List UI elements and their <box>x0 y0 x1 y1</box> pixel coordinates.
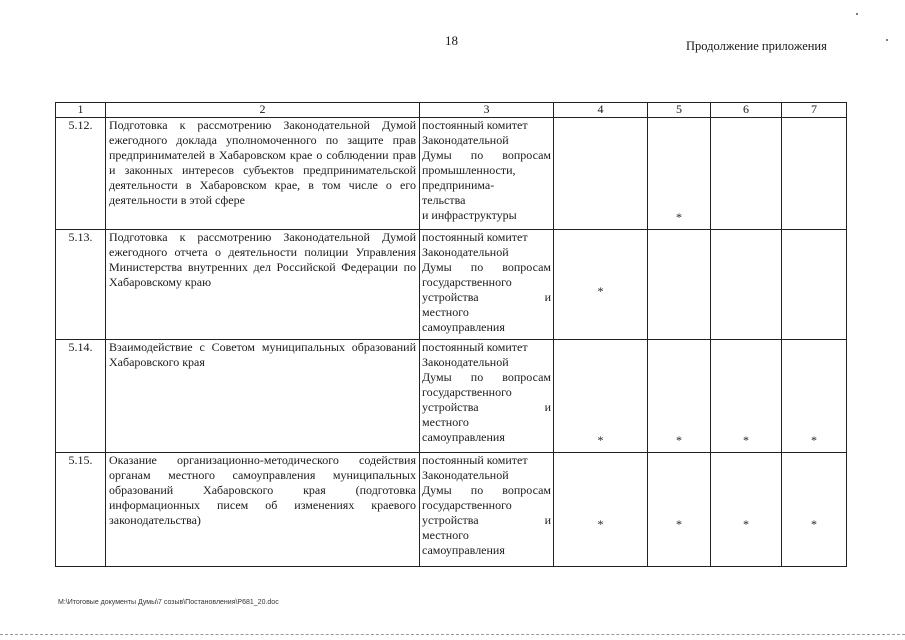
column-header: 4 <box>554 103 648 118</box>
schedule-mark: * <box>782 340 847 453</box>
schedule-mark: * <box>554 340 648 453</box>
table-row <box>56 340 847 453</box>
responsible-line: Думы по вопросам <box>422 148 551 162</box>
responsible-line: постоянный комитет <box>422 230 528 244</box>
responsible-line: постоянный комитет <box>422 118 528 132</box>
responsible-line: государственного <box>422 275 512 289</box>
table-row <box>56 453 847 567</box>
responsible-line: и инфраструктуры <box>422 208 517 222</box>
responsible-committee <box>420 230 554 340</box>
responsible-line: Законодательной <box>422 133 509 147</box>
responsible-line: постоянный комитет <box>422 340 528 354</box>
schedule-mark <box>782 230 847 340</box>
column-header: 6 <box>711 103 782 118</box>
responsible-committee <box>420 118 554 230</box>
responsible-line: местного <box>422 528 469 542</box>
responsible-line: самоуправления <box>422 430 505 444</box>
responsible-line: Думы по вопросам <box>422 260 551 274</box>
schedule-mark: * <box>648 453 711 567</box>
plan-table <box>55 102 847 567</box>
schedule-mark: * <box>554 453 648 567</box>
responsible-line: Думы по вопросам <box>422 370 551 384</box>
responsible-line: Думы по вопросам <box>422 483 551 497</box>
responsible-committee <box>420 340 554 453</box>
document-file-path: M:\Итоговые документы Думы\7 созыв\Постановления\Р681_20.doc <box>58 599 279 606</box>
scan-speck <box>886 39 888 41</box>
responsible-line: государственного <box>422 385 512 399</box>
scan-edge-line <box>0 634 905 635</box>
responsible-line: самоуправления <box>422 543 505 557</box>
column-header: 2 <box>106 103 420 118</box>
schedule-mark: * <box>648 340 711 453</box>
responsible-line: местного <box>422 415 469 429</box>
responsible-line: устройства и <box>422 290 551 304</box>
responsible-line: местного <box>422 305 469 319</box>
responsible-line: тельства <box>422 193 466 207</box>
table-row <box>56 118 847 230</box>
column-header: 7 <box>782 103 847 118</box>
schedule-mark: * <box>782 453 847 567</box>
item-description: Подготовка к рассмотрению Законодательной Думой ежегодного отчета о деятельности полиции Управления Министерства внутренних дел Российской Федерации по Хабаровскому краю <box>106 230 420 340</box>
appendix-continuation-note: Продолжение приложения <box>686 39 827 53</box>
item-description: Подготовка к рассмотрению Законодательной Думой ежегодного доклада уполномоченного по защите прав предпринимателей в Хабаровском крае о соблюдении прав и законных интересов субъектов предпринимательской деятельности в Хабаровском крае, в том числе о его деятельности в этой сфере <box>106 118 420 230</box>
scan-speck <box>856 13 858 15</box>
table-row <box>56 230 847 340</box>
schedule-mark <box>554 118 648 230</box>
column-header: 1 <box>56 103 106 118</box>
schedule-mark <box>648 230 711 340</box>
schedule-mark <box>711 118 782 230</box>
column-header: 3 <box>420 103 554 118</box>
responsible-line: промышленности, <box>422 163 516 177</box>
page-number: 18 <box>445 33 458 48</box>
item-number: 5.13. <box>56 230 106 340</box>
responsible-line: Законодательной <box>422 245 509 259</box>
schedule-mark: * <box>711 340 782 453</box>
responsible-line: Законодательной <box>422 355 509 369</box>
responsible-line: Законодательной <box>422 468 509 482</box>
responsible-line: государственного <box>422 498 512 512</box>
schedule-mark: * <box>554 230 648 340</box>
responsible-line: самоуправления <box>422 320 505 334</box>
item-description: Оказание организационно-методического содействия органам местного самоуправления муниципальных образований Хабаровского края (подготовка информационных писем об изменениях краевого законодательства) <box>106 453 420 567</box>
item-number: 5.14. <box>56 340 106 453</box>
responsible-line: постоянный комитет <box>422 453 528 467</box>
item-number: 5.15. <box>56 453 106 567</box>
column-number-row <box>56 103 847 118</box>
responsible-line: устройства и <box>422 513 551 527</box>
schedule-mark <box>782 118 847 230</box>
schedule-mark <box>711 230 782 340</box>
schedule-mark: * <box>648 118 711 230</box>
responsible-line: предпринима- <box>422 178 495 192</box>
item-number: 5.12. <box>56 118 106 230</box>
schedule-mark: * <box>711 453 782 567</box>
responsible-line: устройства и <box>422 400 551 414</box>
column-header: 5 <box>648 103 711 118</box>
item-description: Взаимодействие с Советом муниципальных образований Хабаровского края <box>106 340 420 453</box>
responsible-committee <box>420 453 554 567</box>
